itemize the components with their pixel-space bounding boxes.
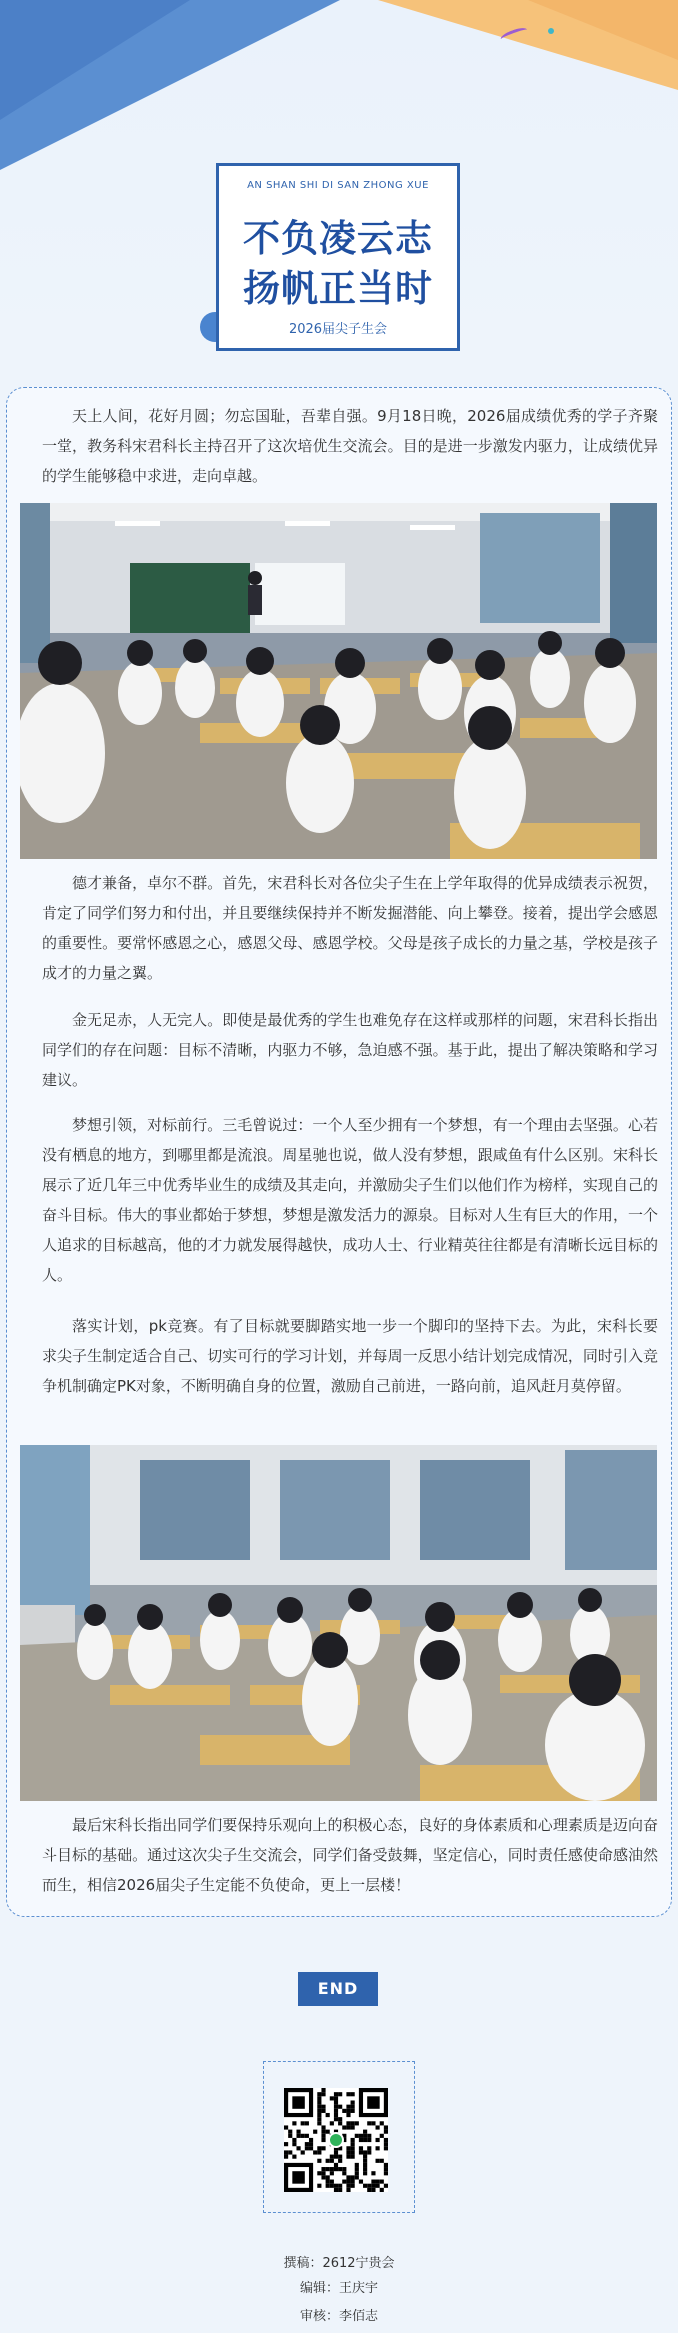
title-line-2: 扬帆正当时	[243, 267, 433, 310]
article-paragraph-2: 德才兼备，卓尔不群。首先，宋君科长对各位尖子生在上学年取得的优异成绩表示祝贺，肯定了同学们努力和付出，并且要继续保持并不断发掘潜能、向上攀登。接着，提出学会感恩的重要性。要常怀感恩之心，感恩父母、感恩学校。父母是孩子成长的力量之基，学校是孩子成才的力量之翼。	[42, 874, 658, 982]
title-subtitle: 2026届尖子生会	[288, 322, 388, 337]
article-paragraph-3: 金无足赤，人无完人。即使是最优秀的学生也难免存在这样或那样的问题，宋君科长指出同学们的存在问题：目标不清晰，内驱力不够，急迫感不强。基于此，提出了解决策略和学习建议。	[42, 1011, 658, 1089]
classroom-photo-1	[20, 503, 657, 859]
article-paragraph-1: 天上人间，花好月圆；勿忘国耻，吾辈自强。9月18日晚，2026届成绩优秀的学子齐聚一堂，教务科宋君科长主持召开了这次培优生交流会。目的是进一步激发内驱力，让成绩优异的学生能够稳中求进，走向卓越。	[42, 407, 658, 485]
title-line-1: 不负凌云志	[243, 217, 433, 260]
article-paragraph-6: 最后宋科长指出同学们要保持乐观向上的积极心态，良好的身体素质和心理素质是迈向奋斗目标的基础。通过这次尖子生交流会，同学们备受鼓舞，坚定信心，同时责任感使命感油然而生，相信2026届尖子生定能不负使命，更上一层楼！	[42, 1816, 658, 1894]
credit-reviewer: 审核：李佰志	[299, 2309, 378, 2324]
article-paragraph-4: 梦想引领，对标前行。三毛曾说过：一个人至少拥有一个梦想，有一个理由去坚强。心若没有栖息的地方，到哪里都是流浪。周星驰也说，做人没有梦想，跟咸鱼有什么区别。宋科长展示了近几年三中优秀毕业生的成绩及其走向，并激励尖子生们以他们作为榜样，实现自己的奋斗目标。伟大的事业都始于梦想，梦想是激发活力的源泉。目标对人生有巨大的作用，一个人追求的目标越高，他的才力就发展得越快，成功人士、行业精英往往都是有清晰长远目标的人。	[42, 1116, 658, 1284]
article-paragraph-5: 落实计划，pk竞赛。有了目标就要脚踏实地一步一个脚印的坚持下去。为此，宋科长要求尖子生制定适合自己、切实可行的学习计划，并每周一反思小结计划完成情况，同时引入竞争机制确定PK对象，不断明确自身的位置，激励自己前进，一路向前，追风赶月莫停留。	[42, 1317, 658, 1395]
end-label: END	[298, 1972, 378, 2006]
title-card	[216, 163, 460, 351]
credit-writer: 撰稿：2612宁贵会	[283, 2256, 395, 2271]
title-english: AN SHAN SHI DI SAN ZHONG XUE	[247, 180, 429, 191]
decor-teal-dot	[548, 28, 554, 34]
decor-blue-triangle-dark	[0, 0, 190, 120]
credit-editor: 编辑：王庆宇	[299, 2281, 378, 2296]
qr-code-icon	[284, 2088, 388, 2192]
classroom-photo-2	[20, 1445, 657, 1801]
